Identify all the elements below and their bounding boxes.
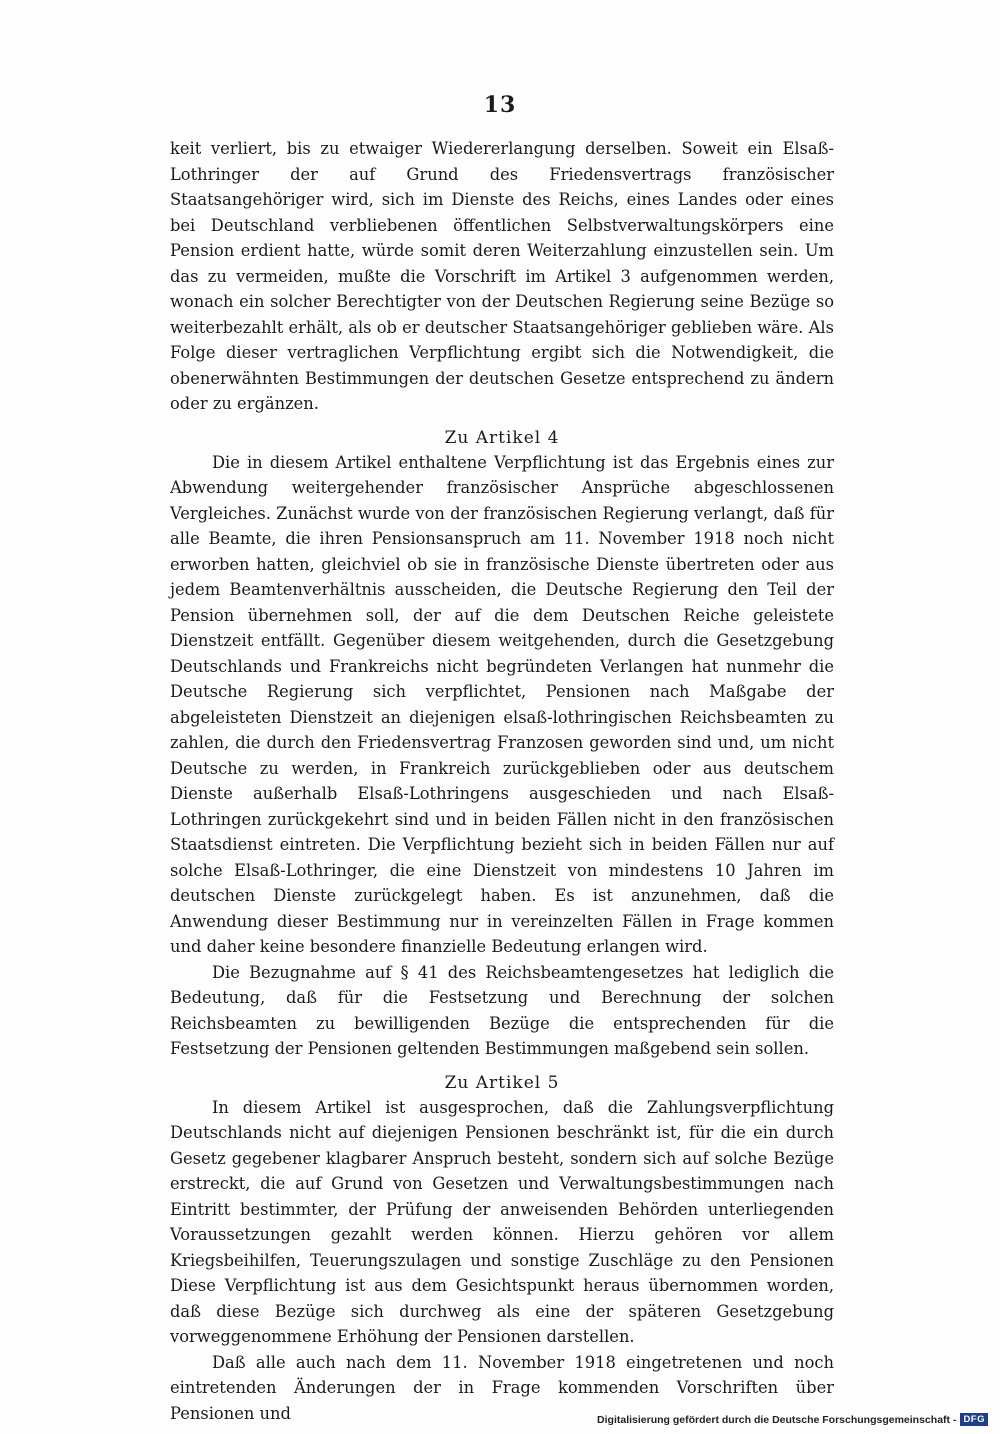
paragraph-artikel-4-2: Die Bezugnahme auf § 41 des Reichsbeamtengesetzes hat lediglich die Bedeutung, daß für die Festsetzung und Berechnung der solchen Reichsbeamten zu bewilligenden Bezüge die entsprechenden für die Festsetzung der Pensionen geltenden Bestimmungen maßgebend sein sollen. — [170, 962, 834, 1058]
paragraph-artikel-5-2: Daß alle auch nach dem 11. November 1918 eingetretenen und noch eintretenden Änderungen der in Frage kommenden Vorschriften über Pensionen und — [170, 1352, 834, 1423]
paragraph-artikel-5-1: In diesem Artikel ist ausgesprochen, daß die Zahlungsverpflichtung Deutschlands nicht auf diejenigen Pensionen beschränkt ist, für die ein durch Gesetz gegebener klagbarer Anspruch besteht, sondern sich auf solche Bezüge erstreckt, die auf Grund von Gesetzen und Verwaltungsbestimmungen nach Eintritt bestimmter, der Prüfung der anweisenden Behörden unterliegenden Voraussetzungen gezahlt werden können. Hierzu gehören vor allem Kriegsbeihilfen, Teuerungszulagen und sonstige Zuschläge zu den Pensionen Diese Verpflichtung ist aus dem Gesichtspunkt heraus übernommen worden, daß diese Bezüge sich durchweg als eine der späteren Gesetzgebung vorweggenommene Erhöhung der Pensionen darstellen. — [170, 1097, 834, 1346]
digitization-footer — [597, 1413, 988, 1426]
heading-artikel-4: Zu Artikel 4 — [444, 427, 560, 448]
footer-text: Digitalisierung gefördert durch die Deutsche Forschungsgemeinschaft - — [597, 1413, 957, 1426]
paragraph-artikel-4-1: Die in diesem Artikel enthaltene Verpflichtung ist das Ergebnis eines zur Abwendung weitergehender französischer Ansprüche abgeschlossenen Vergleiches. Zunächst wurde von der französischen Regierung verlangt, daß für alle Beamte, die ihren Pensionsanspruch am 11. November 1918 noch nicht erworben hatten, gleichviel ob sie in französische Dienste übertreten oder aus jedem Beamtenverhältnis ausscheiden, die Deutsche Regierung den Teil der Pension übernehmen soll, der auf die dem Deutschen Reiche geleistete Dienstzeit entfällt. Gegenüber diesem weitgehenden, durch die Gesetzgebung Deutschlands und Frankreichs nicht begründeten Verlangen hat nunmehr die Deutsche Regierung sich verpflichtet, Pensionen nach Maßgabe der abgeleisteten Dienstzeit an diejenigen elsaß-lothringischen Reichsbeamten zu zahlen, die durch den Friedensvertrag Franzosen geworden sind und, um nicht Deutsche zu werden, in Frankreich zurückgeblieben oder aus deutschem Dienste außerhalb Elsaß-Lothringens ausgeschieden und nach Elsaß-Lothringen zurückgekehrt sind und in beiden Fällen nicht in den französischen Staatsdienst eintreten. Die Verpflichtung bezieht sich in beiden Fällen nur auf solche Elsaß-Lothringer, die eine Dienstzeit von mindestens 10 Jahren im deutschen Dienste zurückgelegt haben. Es ist anzunehmen, daß die Anwendung dieser Bestimmung nur in vereinzelten Fällen in Frage kommen und daher keine besondere finanzielle Bedeutung erlangen wird. — [170, 452, 834, 956]
dfg-logo: DFG — [960, 1413, 988, 1426]
paragraph-continuation: keit verliert, bis zu etwaiger Wiedererlangung derselben. Soweit ein Elsaß-Lothringer der auf Grund des Friedensvertrags französischer Staatsangehöriger wird, sich im Dienste des Reichs, eines Landes oder eines bei Deutschland verbliebenen öffentlichen Selbstverwaltungskörpers eine Pension erdient hatte, würde somit deren Weiterzahlung einzustellen sein. Um das zu vermeiden, mußte die Vorschrift im Artikel 3 aufgenommen werden, wonach ein solcher Berechtigter von der Deutschen Regierung seine Bezüge so weiterbezahlt erhält, als ob er deutscher Staatsangehöriger geblieben wäre. Als Folge dieser vertraglichen Verpflichtung ergibt sich die Notwendigkeit, die obenerwähnten Bestimmungen der deutschen Gesetze entsprechend zu ändern oder zu ergänzen. — [170, 139, 834, 413]
heading-artikel-5: Zu Artikel 5 — [444, 1072, 560, 1093]
page-number: 13 — [483, 92, 517, 118]
body-text — [170, 136, 834, 1426]
